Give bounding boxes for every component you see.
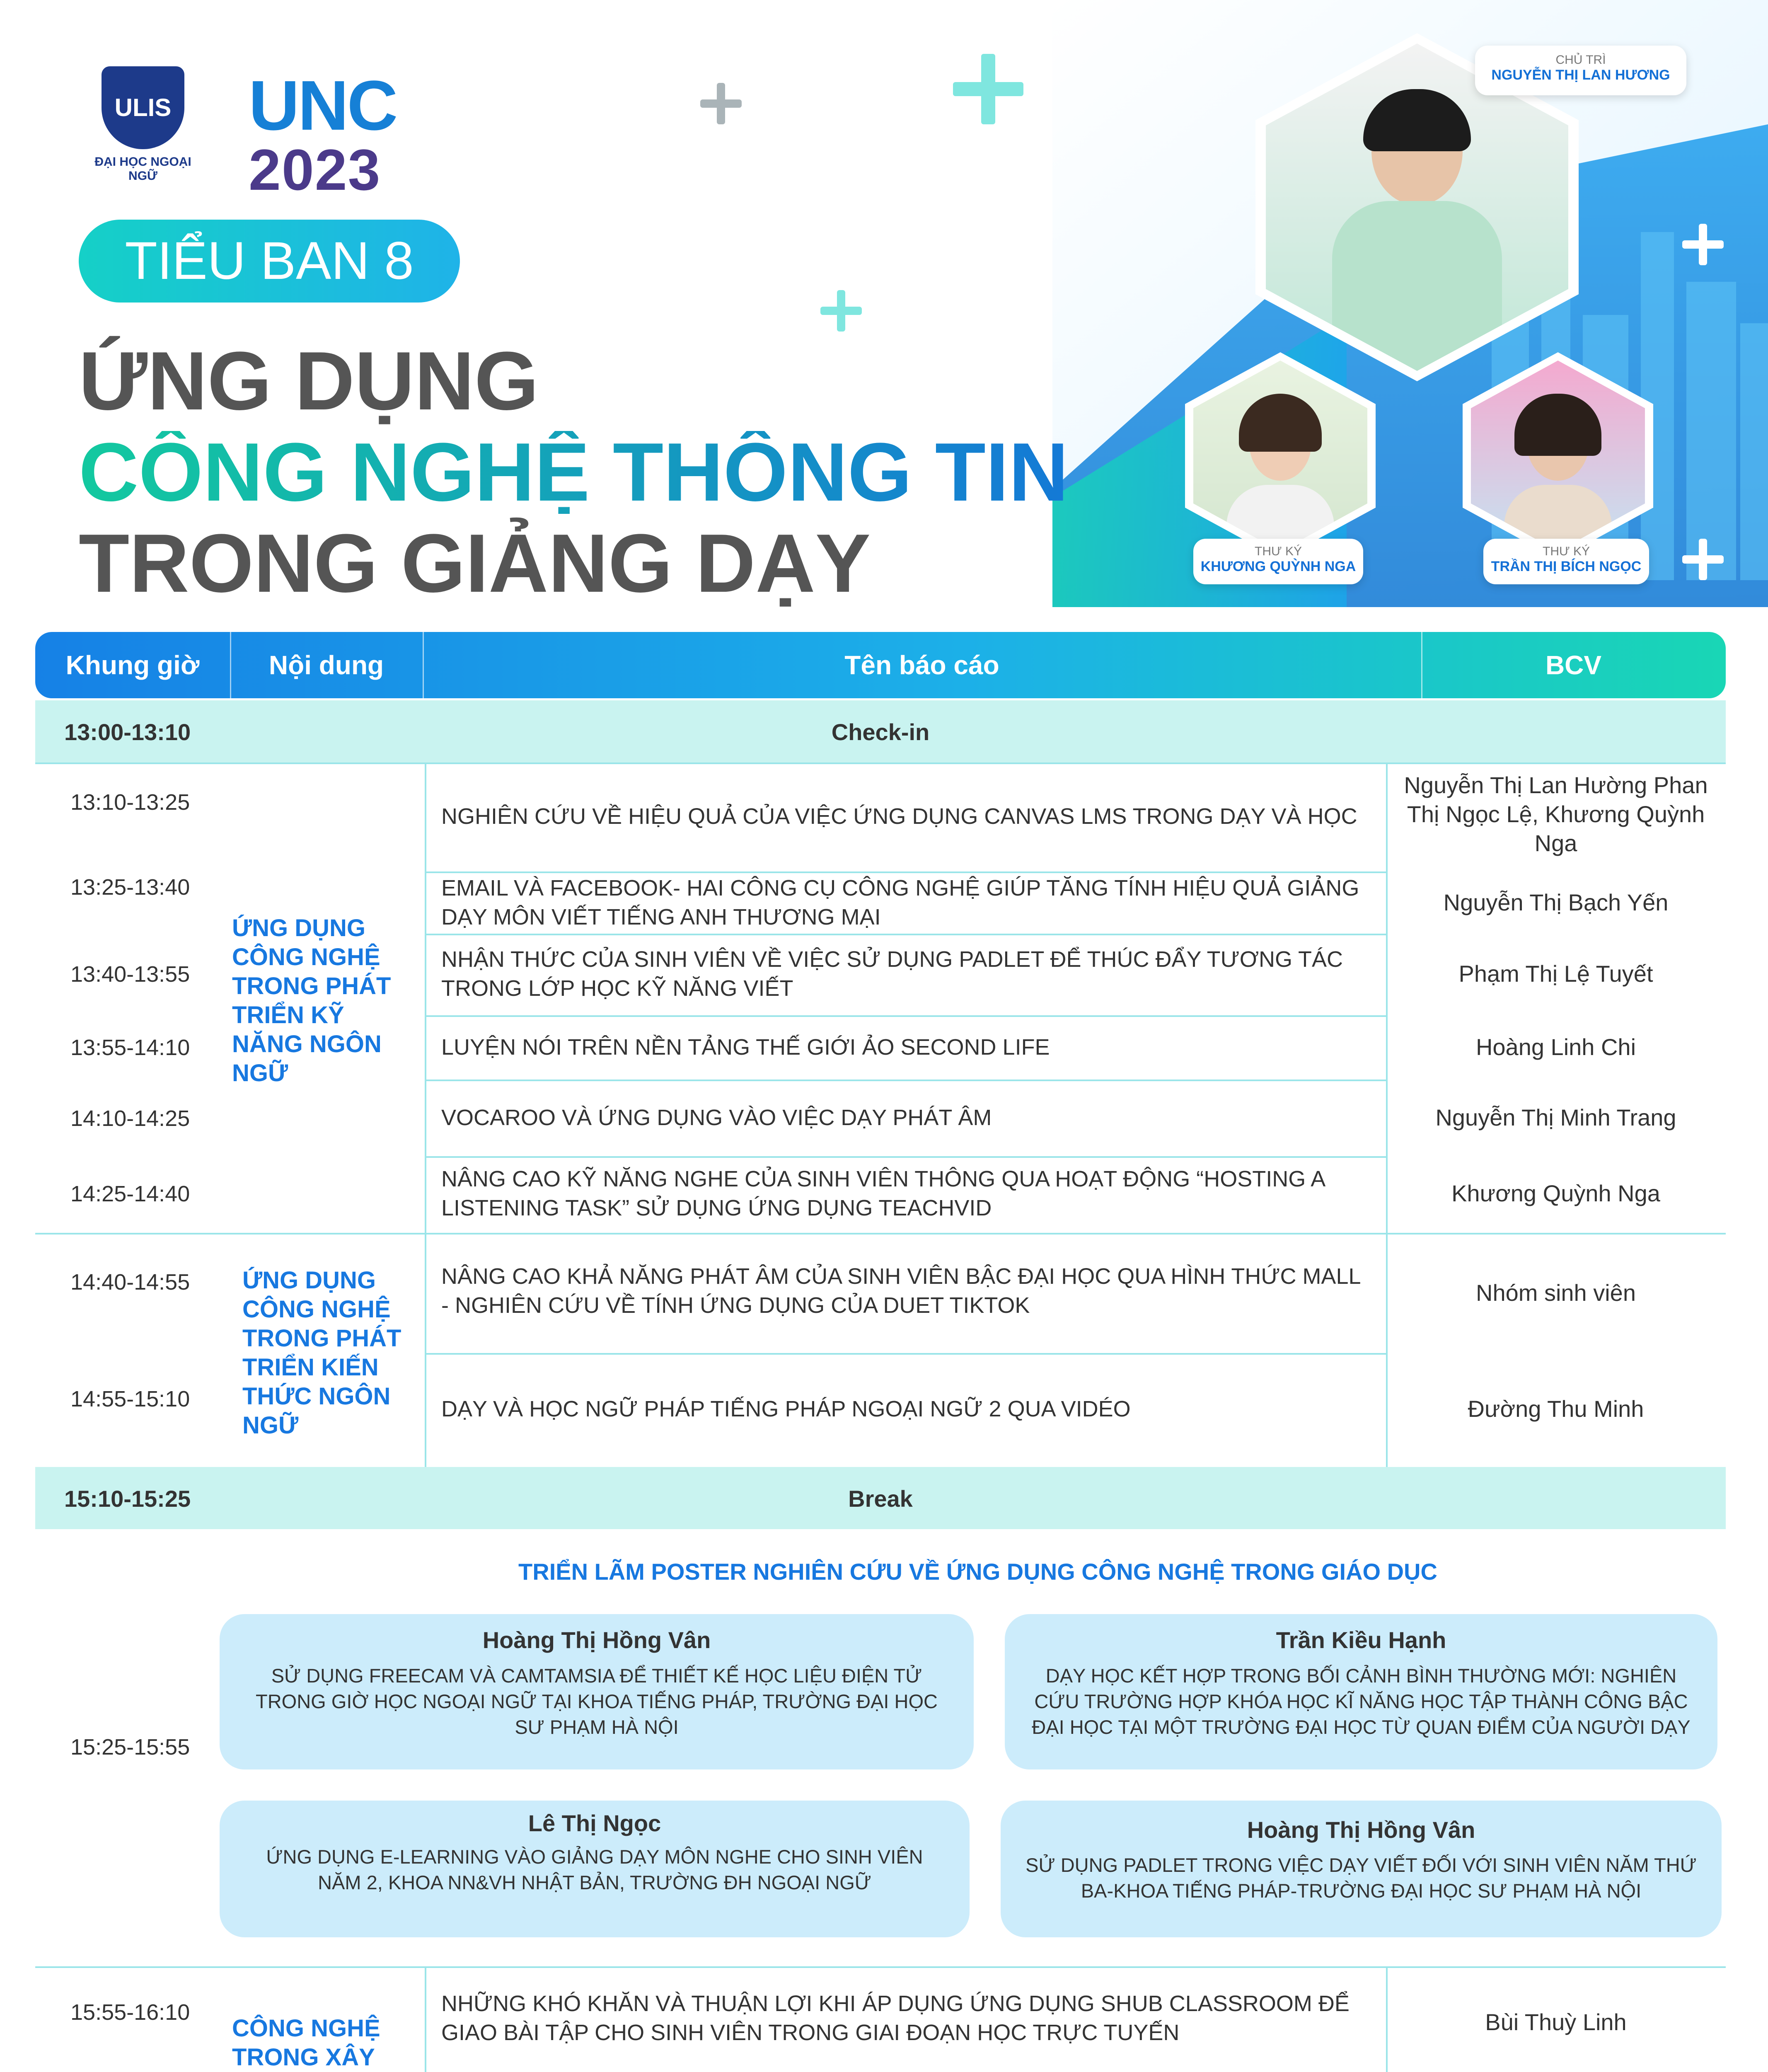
row-title: NHỮNG KHÓ KHĂN VÀ THUẬN LỢI KHI ÁP DỤNG ỨNG DỤNG SHUB CLASSROOM ĐỂ GIAO BÀI TẬP CHO SINH VIÊN TRONG GIAI ĐOẠN HỌC TRỰC TUYẾN — [441, 1991, 1350, 2045]
poster-title: SỬ DỤNG PADLET TRONG VIỆC DẠY VIẾT ĐỐI VỚI SINH VIÊN NĂM THỨ BA-KHOA TIẾNG PHÁP-TRƯỜNG ĐẠI HỌC SƯ PHẠM HÀ NỘI — [1025, 1854, 1697, 1902]
row-title: NÂNG CAO KỸ NĂNG NGHE CỦA SINH VIÊN THÔNG QUA HOẠT ĐỘNG “HOSTING A LISTENING TASK” SỬ DỤNG ỨNG DỤNG TEACHVID — [441, 1167, 1325, 1220]
row-bcv: Nguyễn Thị Minh Trang — [1435, 1104, 1676, 1130]
row-time: 13:25-13:40 — [70, 875, 190, 900]
plus-icon — [953, 54, 1023, 124]
row-bcv: Bùi Thuỳ Linh — [1485, 2009, 1627, 2035]
poster-heading: TRIỂN LÃM POSTER NGHIÊN CỨU VỀ ỨNG DỤNG CÔNG NGHỆ TRONG GIÁO DỤC — [518, 1559, 1437, 1585]
poster-card — [220, 1801, 970, 1937]
poster-card — [1001, 1801, 1722, 1937]
poster-author: Hoàng Thị Hồng Vân — [482, 1627, 711, 1653]
poster-title: SỬ DỤNG FREECAM VÀ CAMTAMSIA ĐỂ THIẾT KẾ HỌC LIỆU ĐIỆN TỬ TRONG GIỜ HỌC NGOẠI NGỮ TẠI KHOA TIẾNG PHÁP, TRƯỜNG ĐẠI HỌC SƯ PHẠM HÀ NỘI — [256, 1665, 938, 1738]
col-content-header: Nội dung — [268, 650, 384, 680]
title-line-3: TRONG GIẢNG DẠY — [79, 517, 871, 610]
row-time: 13:10-13:25 — [70, 790, 190, 815]
row-bcv: Hoàng Linh Chi — [1475, 1034, 1636, 1060]
poster-author: Trần Kiều Hạnh — [1276, 1627, 1446, 1653]
group-learning-model: CÔNG NGHỆ TRONG XÂY — [232, 2015, 380, 2071]
schedule-table-header — [35, 632, 1726, 698]
unc-logo — [249, 66, 397, 202]
row-title: DẠY VÀ HỌC NGỮ PHÁP TIẾNG PHÁP NGOẠI NGỮ 2 QUA VIDÉO — [441, 1397, 1131, 1421]
secretary2-name: TRẦN THỊ BÍCH NGỌC — [1491, 559, 1642, 574]
col-bcv-header: BCV — [1545, 650, 1602, 680]
unc-logo-year: 2023 — [249, 137, 381, 202]
break-label: Break — [848, 1486, 913, 1512]
title-line-1: ỨNG DỤNG — [79, 335, 539, 427]
group-language-knowledge: ỨNG DỤNG CÔNG NGHỆ TRONG PHÁT TRIỂN KIẾN THỨC NGÔN NGỮ — [242, 1267, 401, 1439]
row-bcv: Đường Thu Minh — [1468, 1396, 1644, 1422]
plus-icon — [1682, 224, 1724, 265]
secretary2-label — [1483, 539, 1649, 584]
poster-card — [220, 1614, 974, 1769]
poster-card — [1005, 1614, 1717, 1769]
panel-badge: TIỂU BAN 8 — [79, 220, 460, 303]
secretary1-name: KHƯƠNG QUỲNH NGA — [1200, 559, 1356, 574]
unc-logo-text: UNC — [249, 66, 397, 145]
chair-name: NGUYỄN THỊ LAN HƯƠNG — [1491, 67, 1670, 83]
checkin-row — [35, 700, 1726, 762]
ulis-shield: ULIS — [102, 66, 184, 149]
poster-time: 15:25-15:55 — [70, 1735, 190, 1760]
group-language-skills: ỨNG DỤNG CÔNG NGHỆ TRONG PHÁT TRIỂN KỸ NĂNG NGÔN NGỮ — [232, 915, 391, 1087]
poster-author: Lê Thị Ngọc — [528, 1810, 661, 1836]
chair-role: CHỦ TRÌ — [1555, 53, 1606, 67]
poster-author: Hoàng Thị Hồng Vân — [1247, 1817, 1475, 1843]
checkin-label: Check-in — [831, 719, 930, 745]
checkin-time: 13:00-13:10 — [64, 719, 191, 745]
row-time: 14:25-14:40 — [70, 1181, 190, 1206]
row-bcv: Nguyễn Thị Bạch Yến — [1443, 889, 1669, 915]
row-title: LUYỆN NÓI TRÊN NỀN TẢNG THẾ GIỚI ẢO SECOND LIFE — [441, 1035, 1050, 1060]
col-title-header: Tên báo cáo — [844, 650, 999, 680]
col-time-header: Khung giờ — [65, 650, 200, 680]
ulis-caption: ĐẠI HỌC NGOẠI NGỮ — [94, 155, 191, 183]
break-row — [35, 1467, 1726, 1529]
poster-title: ỨNG DỤNG E-LEARNING VÀO GIẢNG DẠY MÔN NGHE CHO SINH VIÊN NĂM 2, KHOA NN&VH NHẬT BẢN, TRƯỜNG ĐH NGOẠI NGỮ — [266, 1846, 923, 1893]
row-bcv: Nguyễn Thị Lan Hường Phan Thị Ngọc Lệ, Khương Quỳnh Nga — [1404, 772, 1708, 856]
row-title: NHẬN THỨC CỦA SINH VIÊN VỀ VIỆC SỬ DỤNG PADLET ĐỂ THÚC ĐẨY TƯƠNG TÁC TRONG LỚP HỌC KỸ NĂNG VIẾT — [441, 947, 1343, 1001]
poster-title: DẠY HỌC KẾT HỢP TRONG BỐI CẢNH BÌNH THƯỜNG MỚI: NGHIÊN CỨU TRƯỜNG HỢP KHÓA HỌC KĨ NĂNG HỌC TẬP THÀNH CÔNG BẬC ĐẠI HỌC TẠI MỘT TRƯỜNG ĐẠI HỌC TỪ QUAN ĐIỂM CỦA NGƯỜI DẠY — [1032, 1665, 1691, 1738]
plus-icon — [820, 290, 862, 332]
secretary1-label — [1193, 539, 1363, 584]
row-time: 14:40-14:55 — [70, 1270, 190, 1295]
plus-icon — [700, 83, 742, 124]
plus-icon — [1682, 539, 1724, 580]
row-time: 13:55-14:10 — [70, 1035, 190, 1060]
secretary1-role: THƯ KÝ — [1255, 545, 1302, 558]
break-time: 15:10-15:25 — [64, 1486, 191, 1512]
row-title: VOCAROO VÀ ỨNG DỤNG VÀO VIỆC DẠY PHÁT ÂM — [441, 1105, 992, 1130]
row-title: NÂNG CAO KHẢ NĂNG PHÁT ÂM CỦA SINH VIÊN BẬC ĐẠI HỌC QUA HÌNH THỨC MALL - NGHIÊN CỨU VỀ TÍNH ỨNG DỤNG CỦA DUET TIKTOK — [441, 1264, 1360, 1318]
row-time: 13:40-13:55 — [70, 962, 190, 987]
row-bcv: Nhóm sinh viên — [1476, 1280, 1636, 1306]
row-title: EMAIL VÀ FACEBOOK- HAI CÔNG CỤ CÔNG NGHỆ GIÚP TĂNG TÍNH HIỆU QUẢ GIẢNG DẠY MÔN VIẾT TIẾNG ANH THƯƠNG MẠI — [441, 876, 1359, 929]
ulis-logo — [83, 66, 203, 182]
chair-label — [1475, 46, 1686, 95]
row-time: 15:55-16:10 — [70, 2000, 190, 2025]
secretary2-role: THƯ KÝ — [1543, 545, 1590, 558]
row-title: NGHIÊN CỨU VỀ HIỆU QUẢ CỦA VIỆC ỨNG DỤNG CANVAS LMS TRONG DẠY VÀ HỌC — [441, 804, 1357, 829]
row-bcv: Khương Quỳnh Nga — [1451, 1180, 1660, 1206]
row-time: 14:55-15:10 — [70, 1387, 190, 1411]
row-time: 14:10-14:25 — [70, 1106, 190, 1131]
title-line-2: CÔNG NGHỆ THÔNG TIN — [79, 426, 1069, 518]
row-bcv: Phạm Thị Lệ Tuyết — [1458, 961, 1653, 987]
